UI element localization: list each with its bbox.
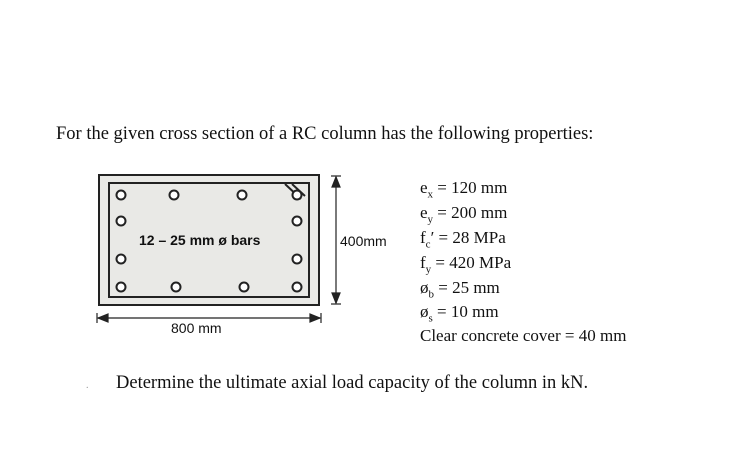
rebar bbox=[117, 255, 126, 264]
height-label: 400mm bbox=[340, 233, 387, 249]
property-fy bbox=[420, 253, 511, 275]
property-subscript: b bbox=[428, 288, 434, 301]
property-subscript: y bbox=[425, 263, 432, 276]
property-value: = 420 MPa bbox=[431, 253, 512, 272]
property-subscript: y bbox=[427, 213, 434, 226]
question: Determine the ultimate axial load capacity of the column in kN. bbox=[116, 373, 589, 393]
property-symbol: ø bbox=[420, 278, 429, 297]
property-symbol: ø bbox=[420, 302, 429, 321]
problem-statement: For the given cross section of a RC column has the following properties: bbox=[56, 124, 594, 144]
rebar bbox=[117, 283, 126, 292]
rebar bbox=[117, 217, 126, 226]
property-prime: ′ bbox=[430, 228, 435, 247]
property-symbol: f bbox=[420, 228, 426, 247]
property-subscript: c bbox=[425, 238, 431, 251]
rebar bbox=[172, 283, 181, 292]
property-subscript: s bbox=[428, 312, 433, 325]
property-fc bbox=[420, 228, 506, 250]
width-label: 800 mm bbox=[171, 320, 222, 336]
property-value: = 28 MPa bbox=[434, 228, 506, 247]
property-db bbox=[420, 278, 500, 300]
bullet-dot: . bbox=[86, 380, 89, 391]
rebar bbox=[293, 255, 302, 264]
property-cover: Clear concrete cover = 40 mm bbox=[420, 326, 627, 345]
rebar bbox=[293, 283, 302, 292]
property-value: = 120 mm bbox=[433, 178, 508, 197]
property-ex bbox=[420, 178, 507, 200]
rebar bbox=[238, 191, 247, 200]
rebar bbox=[293, 191, 302, 200]
property-value: = 200 mm bbox=[433, 203, 508, 222]
rebar bbox=[117, 191, 126, 200]
property-symbol: e bbox=[420, 203, 428, 222]
bar-label: 12 – 25 mm ø bars bbox=[139, 232, 261, 248]
property-subscript: x bbox=[427, 188, 434, 201]
property-value: = 25 mm bbox=[434, 278, 500, 297]
property-symbol: f bbox=[420, 253, 426, 272]
property-ey bbox=[420, 203, 507, 225]
property-value: = 10 mm bbox=[432, 302, 499, 321]
rebar bbox=[240, 283, 249, 292]
property-ds bbox=[420, 302, 499, 324]
rebar bbox=[293, 217, 302, 226]
rebar bbox=[170, 191, 179, 200]
property-symbol: e bbox=[420, 178, 428, 197]
